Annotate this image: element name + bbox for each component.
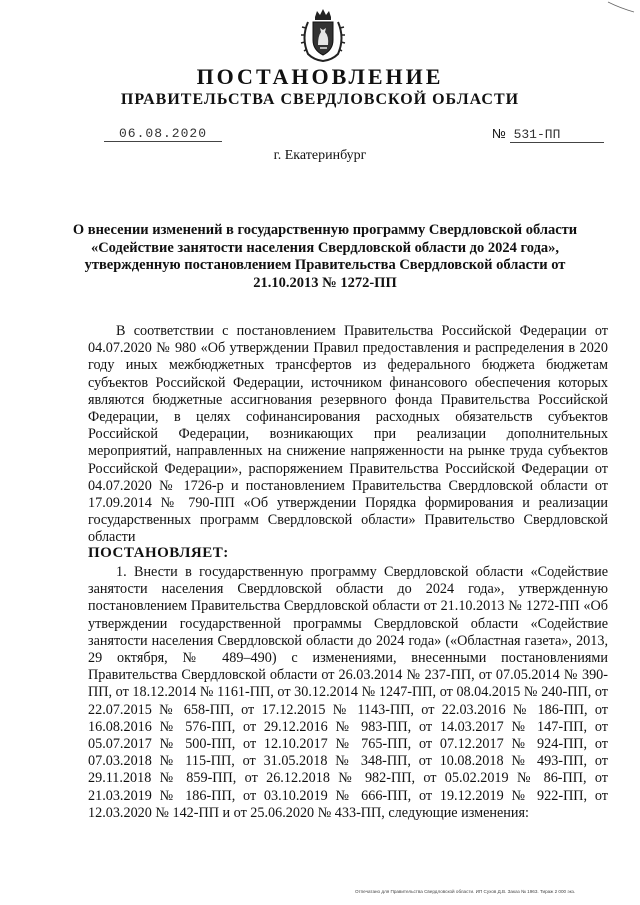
resolves-label: ПОСТАНОВЛЯЕТ: (88, 545, 229, 561)
coat-of-arms-icon (298, 8, 348, 62)
document-date: 06.08.2020 (104, 126, 222, 142)
number-label: № (492, 126, 506, 141)
item-1-text: 1. Внести в государственную программу Свердловской области «Содействие занятости населения Свердловской области до 2024 года», утвержденную постановлением Правительства Свердловской области от 21.10.2013 № 1272-ПП «Об утверждении государственной программы Свердловской области «Содействие занятости населения Свердловской области до 2024 года» («Областная газета», 2013, 29 октября, № 489–490) с изменениями, внесенными постановлениями Правительства Свердловской области от 26.03.2014 № 237-ПП, от 07.05.2014 № 390-ПП, от 18.12.2014 № 1161-ПП, от 30.12.2014 № 1247-ПП, от 08.04.2015 № 240-ПП, от 22.07.2015 № 658-ПП, от 17.12.2015 № 1143-ПП, от 22.03.2016 № 186-ПП, от 16.08.2016 № 576-ПП, от 29.12.2016 № 983-ПП, от 14.03.2017 № 147-ПП, от 05.07.2017 № 500-ПП, от 12.10.2017 № 765-ПП, от 07.12.2017 № 924-ПП, от 07.03.2018 № 115-ПП, от 31.05.2018 № 348-ПП, от 10.08.2018 № 493-ПП, от 29.11.2018 № 859-ПП, от 26.12.2018 № 982-ПП, от 05.02.2019 № 86-ПП, от 21.03.2019 № 186-ПП, от 03.10.2019 № 666-ПП, от 19.12.2019 № 922-ПП, от 12.03.2020 № 142-ПП и от 25.06.2020 № 433-ПП, следующие изменения: (88, 564, 608, 821)
preamble-text: В соответствии с постановлением Правительства Российской Федерации от 04.07.2020 № 980 «Об утверждении Правил предоставления и распределения в 2020 году иных межбюджетных трансфертов из федерального бюджета бюджетам субъектов Российской Федерации, источником финансового обеспечения которых являются бюджетные ассигнования резервного фонда Правительства Российской Федерации, в целях софинансирования расходных обязательств субъектов Российской Федерации, возникающих при реализации дополнительных мероприятий, направленных на снижение напряженности на рынке труда субъектов Российской Федерации», распоряжением Правительства Российской Федерации от 04.07.2020 № 1726-р и постановлением Правительства Свердловской области от 17.09.2014 № 790-ПП «Об утверждении Порядка формирования и реализации государственных программ Свердловской области» Правительство Свердловской области (88, 323, 608, 546)
document-type: ПОСТАНОВЛЕНИЕ (196, 64, 444, 89)
preamble (88, 323, 608, 547)
corner-mark-icon (606, 0, 636, 14)
number-value: 531-ПП (510, 127, 604, 143)
document-number (492, 126, 604, 143)
print-footer: Отпечатано для Правительства Свердловской области. ИП Сухов Д.В. Заказ № 1963. Тираж 2 000 экз. (355, 889, 576, 894)
city: г. Екатеринбург (273, 148, 367, 163)
issuing-authority: ПРАВИТЕЛЬСТВА СВЕРДЛОВСКОЙ ОБЛАСТИ (120, 91, 520, 108)
item-1 (88, 564, 608, 822)
document-heading: О внесении изменений в государственную программу Свердловской области «Содействие занятости населения Свердловской области до 2024 года», утвержденную постановлением Правительства Свердловской области от 21.10.2013 № 1272-ПП (72, 222, 578, 291)
